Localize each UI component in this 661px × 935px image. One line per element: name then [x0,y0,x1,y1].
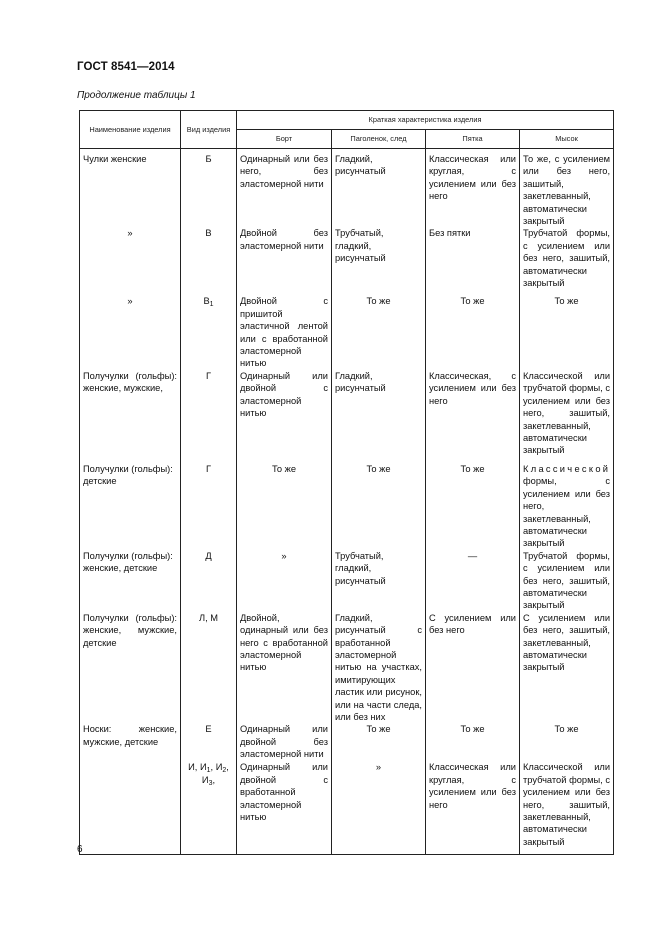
cell-kind: Д [181,550,237,612]
cell-name: Получулки (гольфы): женские, мужские, [80,370,181,463]
kind-subscript: 2 [222,767,227,775]
cell-mysok: То же, с усилением или без него, зашитый, закетлеванный, автоматически закрытый [520,149,614,228]
cell-mysok: Трубчатой формы, с усилением или без него, зашитый, автоматически закрытый [520,550,614,612]
product-table [79,110,614,855]
document-title: ГОСТ 8541—2014 [77,61,175,73]
header-pagolenok: Паголенок, след [332,130,426,149]
mysok-text: формы, с усилением или без него, закетлеванный, автоматически закрытый [523,476,611,549]
table-row [80,370,614,463]
cell-kind: Г [181,370,237,463]
cell-pagolenok: » [332,761,426,854]
kind-subscript: 3 [208,779,213,787]
cell-pagolenok: Гладкий, рисунчатый с вработанной эластомерной нитью на участках, имитирующих ластик или рисунок, или на части следа, или без них [332,612,426,724]
cell-name: Получулки (гольфы): женские, детские [80,550,181,612]
cell-kind: Б [181,149,237,228]
kind-subscript: 1 [206,767,211,775]
cell-mysok: Классической или трубчатой формы, с усилением или без него, зашитый, закетлеванный, автоматически закрытый [520,370,614,463]
cell-mysok: Трубчатой формы, с усилением или без него, зашитый, автоматически закрытый [520,227,614,295]
cell-pagolenok: Гладкий, рисунчатый [332,370,426,463]
kind-part: , И [210,762,223,773]
cell-name [80,761,181,854]
cell-pyatka: Классическая или круглая, с усилением или без него [426,761,520,854]
table-row [80,550,614,612]
page-number: 6 [77,844,83,855]
cell-kind: Е [181,723,237,761]
cell-pyatka: Без пятки [426,227,520,295]
cell-name: » [80,227,181,295]
cell-kind: В [181,227,237,295]
cell-bort: Одинарный или двойной без эластомерной нити [237,723,332,761]
table-row [80,761,614,854]
cell-bort: То же [237,463,332,550]
table-row [80,295,614,369]
cell-mysok: То же [520,295,614,369]
cell-kind: Г [181,463,237,550]
cell-pagolenok: Гладкий, рисунчатый [332,149,426,228]
cell-pyatka: Классическая, с усилением или без него [426,370,520,463]
cell-pyatka: Классическая или круглая, с усилением или без него [426,149,520,228]
cell-pyatka: То же [426,295,520,369]
cell-bort: » [237,550,332,612]
cell-name: Получулки (гольфы): детские [80,463,181,550]
cell-mysok: То же [520,723,614,761]
table-row [80,612,614,724]
mysok-lead-word: Классической [523,463,611,474]
kind-subscript: 1 [209,301,214,309]
table-continuation-caption: Продолжение таблицы 1 [77,90,196,101]
cell-kind [181,761,237,854]
cell-pagolenok: Трубчатый, гладкий, рисунчатый [332,550,426,612]
cell-mysok [520,463,614,550]
kind-part: , [226,762,229,773]
table-row [80,149,614,228]
cell-name: Чулки женские [80,149,181,228]
cell-bort: Одинарный или двойной с вработанной эластомерной нитью [237,761,332,854]
cell-pagolenok: То же [332,463,426,550]
cell-bort: Двойной, одинарный или без него с вработанной эластомерной нитью [237,612,332,724]
cell-bort: Одинарный или двойной с эластомерной нитью [237,370,332,463]
kind-part: , [212,774,216,785]
cell-name: Получулки (гольфы): женские, мужские, детские [80,612,181,724]
header-kind: Вид изделия [181,111,237,149]
cell-pagolenok: Трубчатый, гладкий, рисунчатый [332,227,426,295]
header-name: Наименование изделия [80,111,181,149]
kind-part: И [201,774,209,785]
kind-letter: В [203,296,210,307]
cell-name: Носки: женские, мужские, детские [80,723,181,761]
cell-pyatka: С усилением или без него [426,612,520,724]
cell-name: » [80,295,181,369]
table-row [80,227,614,295]
cell-pyatka: То же [426,463,520,550]
cell-pyatka: То же [426,723,520,761]
cell-mysok: Классической или трубчатой формы, с усилением или без него, зашитый, закетлеванный, автоматически закрытый [520,761,614,854]
cell-bort: Двойной без эластомерной нити [237,227,332,295]
header-characteristics: Краткая характеристика изделия [237,111,614,130]
kind-part: И, И [188,762,207,773]
header-mysok: Мысок [520,130,614,149]
cell-pagolenok: То же [332,723,426,761]
cell-kind [181,295,237,369]
cell-pyatka: — [426,550,520,612]
header-pyatka: Пятка [426,130,520,149]
table-row [80,463,614,550]
header-bort: Борт [237,130,332,149]
cell-mysok: С усилением или без него, зашитый, закетлеванный, автоматически закрытый [520,612,614,724]
cell-bort: Двойной с пришитой эластичной лентой или с вработанной эластомерной нитью [237,295,332,369]
cell-kind: Л, М [181,612,237,724]
table-row [80,723,614,761]
cell-pagolenok: То же [332,295,426,369]
cell-bort: Одинарный или без него, без эластомерной нити [237,149,332,228]
